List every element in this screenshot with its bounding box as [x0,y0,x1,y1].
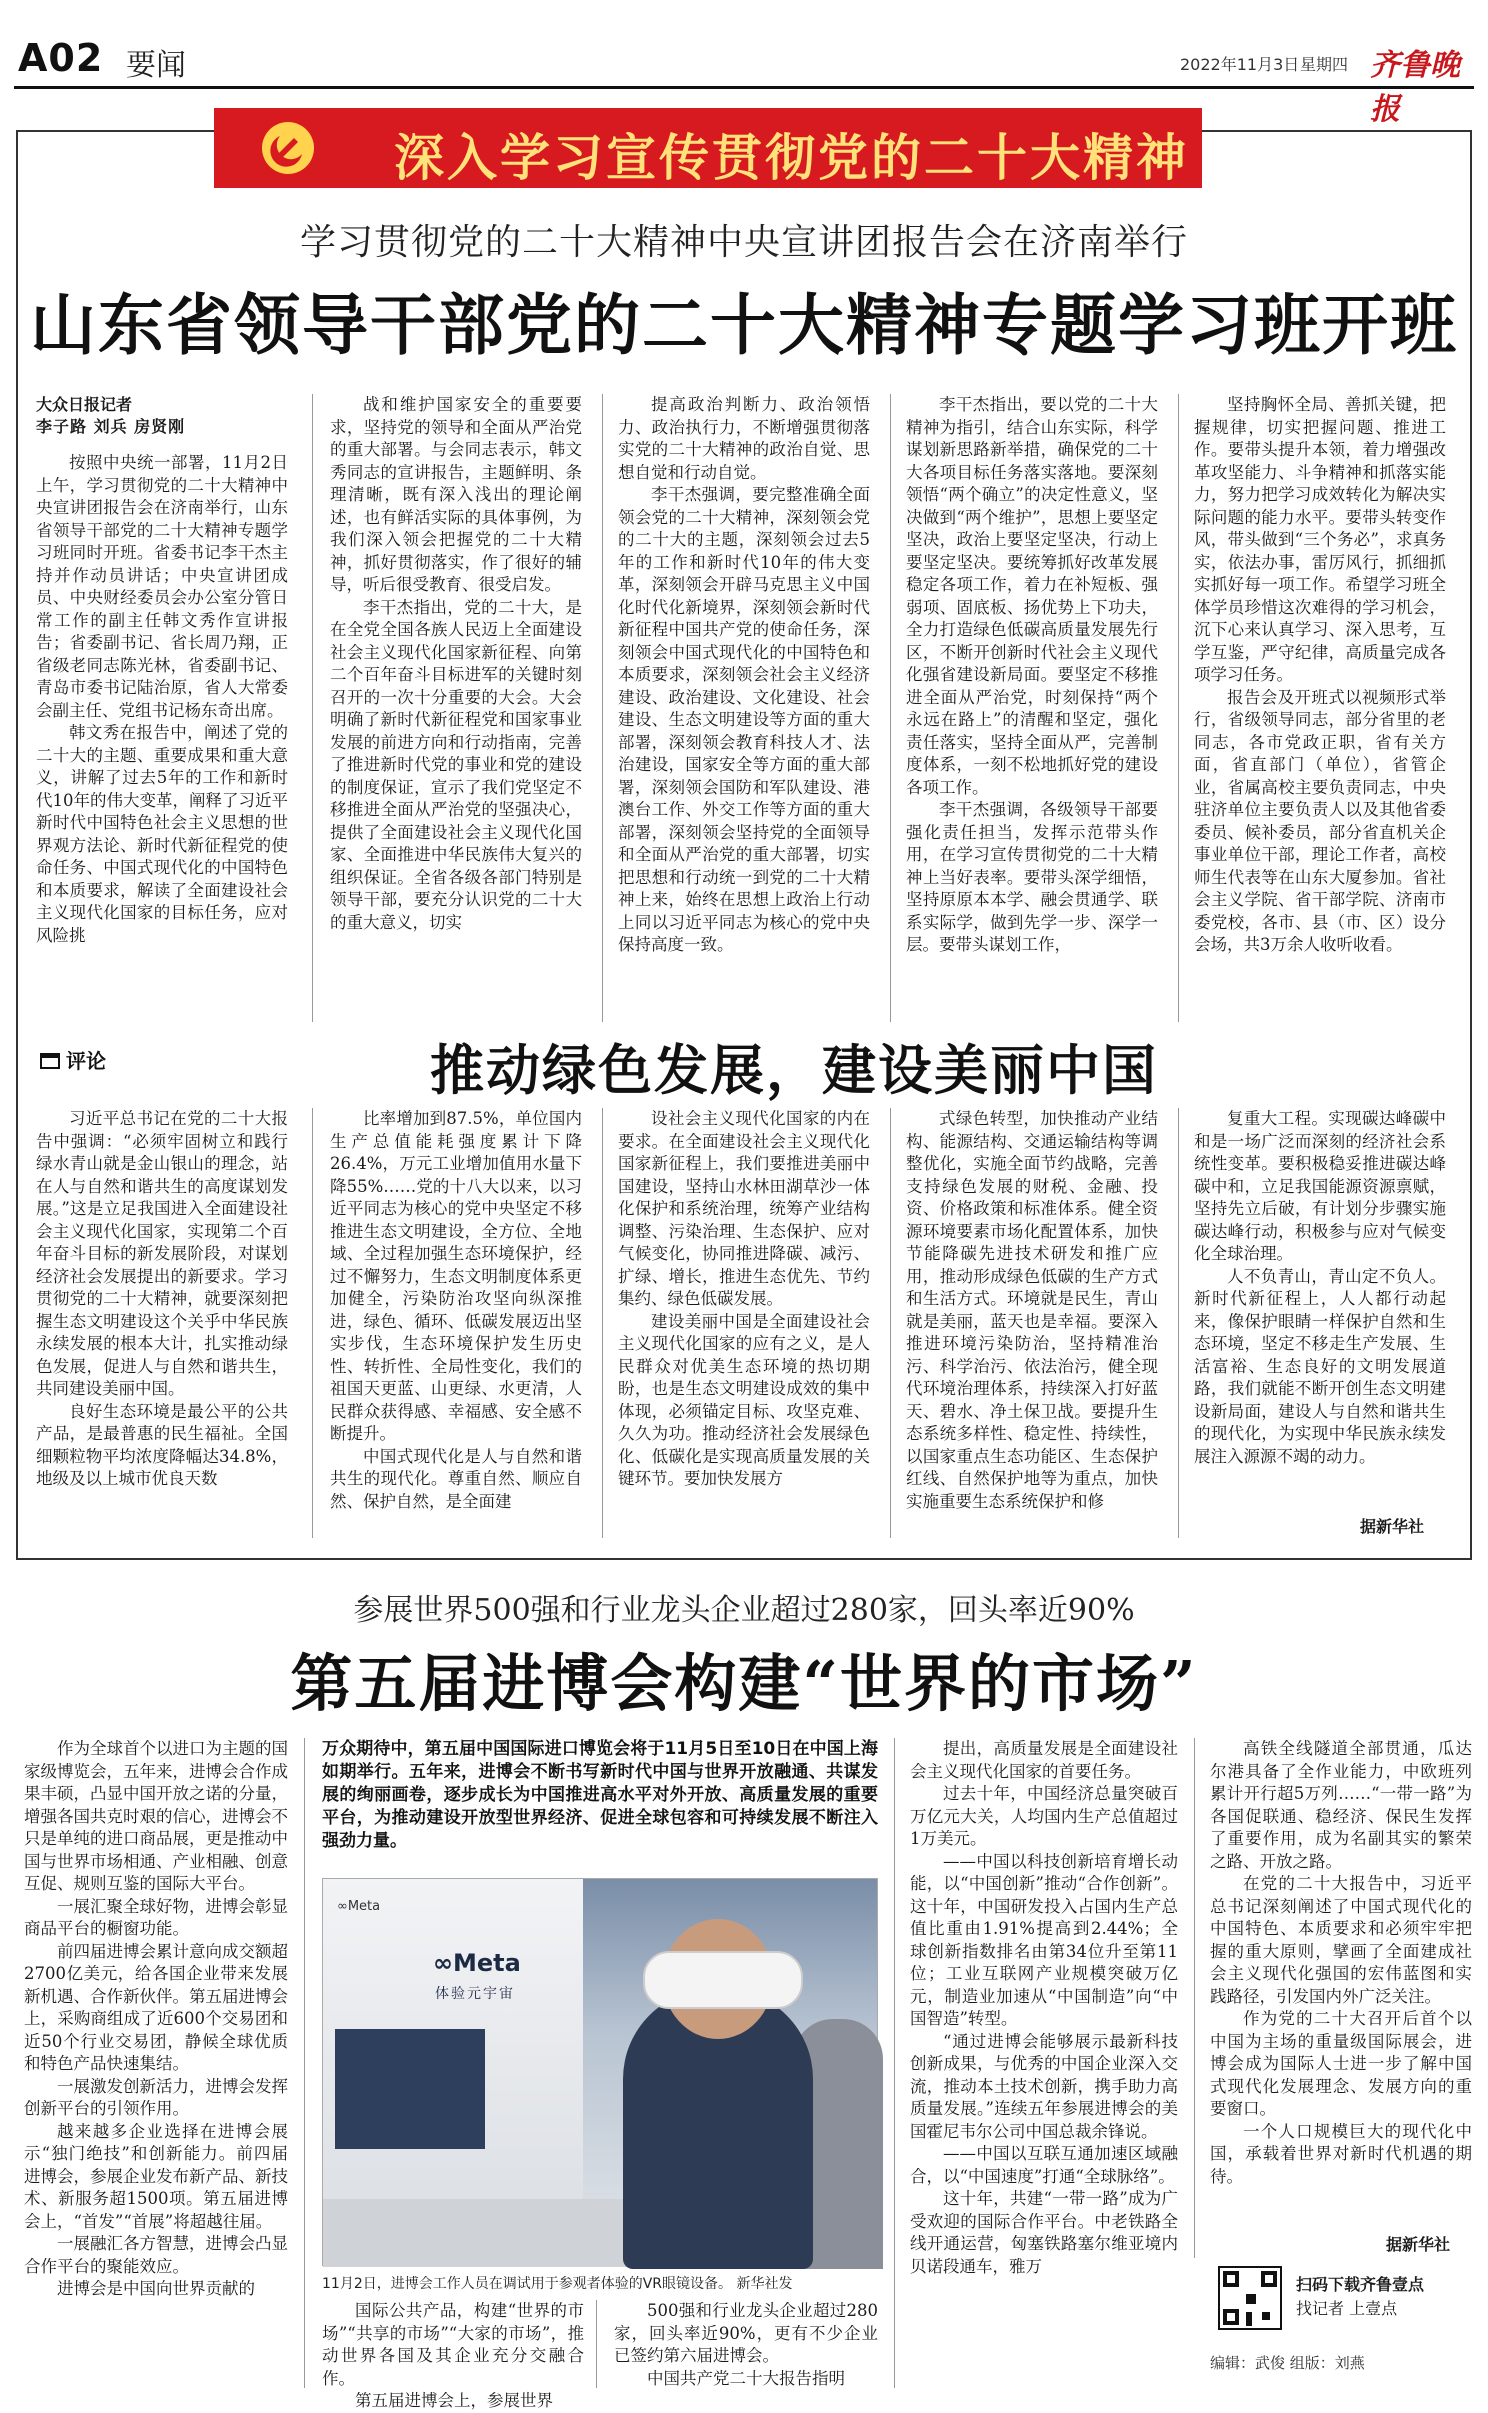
photo-small-logo: ∞Meta [337,1899,381,1914]
vr-headset-icon [643,1951,803,2009]
article3-column-3 [614,2300,878,2390]
paragraph: 第五届进博会上，参展世界 [355,2391,553,2410]
column-divider [894,1738,895,2388]
page-number: A02 [18,36,104,80]
qr-sub-label: 找记者 上壹点 [1296,2299,1398,2318]
paragraph: 越来越多企业选择在进博会展示“独门绝技”和创新能力。前四届进博会，参展企业发布新产品、新技术、新服务超1500项。第五届进博会上，“首发”“首展”将超越往届。 [24,2121,288,2231]
paragraph: 作为党的二十大召开后首个以中国为主场的重量级国际展会，进博会成为国际人士进一步了解中国式现代化发展理念、发展方向的重要窗口。 [1210,2009,1472,2118]
paragraph: 一个人口规模巨大的现代化中国，承载着世界对新时代机遇的期待。 [1210,2121,1472,2186]
article3-headline: 第五届进博会构建“世界的市场” [290,1647,1198,1720]
paragraph: 李干杰强调，各级领导干部要强化责任担当，发挥示范带头作用，在学习宣传贯彻党的二十大精神上当好表率。要带头深学细悟，坚持原原本本学、融会贯通学、联系实际学，做到先学一步、深学一层。要带头谋划工作， [906,800,1158,954]
paragraph: 按照中央统一部署，11月2日上午，学习贯彻党的二十大精神中央宣讲团报告会在济南举行，山东省领导干部党的二十大精神专题学习班同时开班。省委书记李干杰主持并作动员讲话；中央宣讲团成员、中央财经委员会办公室分管日常工作的副主任韩文秀作宣讲报告；省委副书记、省长周乃翔，正省级老同志陈光林，省委副书记、青岛市委书记陆治原，省人大常委会副主任、党组书记杨东奇出席。 [36,453,288,720]
article1-byline [36,394,288,438]
paragraph: 李干杰指出，党的二十大，是在全党全国各族人民迈上全面建设社会主义现代化国家新征程、向第二个百年奋斗目标进军的关键时刻召开的一次十分重要的大会。大会明确了新时代新征程党和国家事业发展的前进方向和行动指南，完善了推进新时代党的事业和党的建设的制度保证，宣示了我们党坚定不移推进全面从严治党的坚强决心，提供了全面建设社会主义现代化国家、全面推进中华民族伟大复兴的组织保证。全省各级各部门特别是领导干部，要充分认识党的二十大的重大意义，切实 [330,597,582,932]
article1-column-5 [1194,394,1446,1024]
paragraph: 这十年，共建“一带一路”成为广受欢迎的国际合作平台。中老铁路全线开通运营，匈塞铁路塞尔维亚境内贝诺段通车，雅万 [910,2189,1178,2276]
article2-column-5 [1194,1108,1446,1512]
paragraph: 建设美丽中国是全面建设社会主义现代化国家的应有之义，是人民群众对优美生态环境的热切期盼，也是生态文明建设成效的集中体现，必须锚定目标、攻坚克难、久久为功。推动经济社会发展绿色化、低碳化是实现高质量发展的关键环节。要加快发展方 [618,1311,870,1488]
column-divider [890,394,891,1022]
qr-dot [1246,2312,1252,2326]
paragraph: ——中国以科技创新培育增长动能，以“中国创新”推动“合作创新”。这十年，中国研发投入占国内生产总值比重由1.91%提高到2.44%；全球创新指数排名由第34位升至第11位；工业互联网产业规模突破万亿元，制造业加速从“中国制造”向“中国智造”转型。 [910,1851,1178,2028]
article1-column-1 [36,394,288,1024]
paragraph: ——中国以互联互通加速区域融合，以“中国速度”打通“全球脉络”。 [910,2144,1178,2186]
article1-column-1-text [36,452,288,947]
paragraph: 提出，高质量发展是全面建设社会主义现代化国家的首要任务。 [910,1739,1178,1781]
article2-column-1 [36,1108,288,1532]
theme-banner [214,108,1202,188]
byline-names: 李子路 刘兵 房贤刚 [36,417,186,436]
photo-display-screen [335,2029,485,2149]
article3-column-5 [1210,1738,1472,2232]
qr-dot [1246,2294,1256,2304]
article3-column-1 [24,1738,288,2388]
paragraph: 战和维护国家安全的重要要求，坚持党的领导和全面从严治党的重大部署。与会同志表示，韩文秀同志的宣讲报告，主题鲜明、条理清晰，既有深入浅出的理论阐述，也有鲜活实际的具体事例，为我们深入领会把握党的二十大精神，抓好贯彻落实，作了很好的辅导，听后很受教育、很受启发。 [330,395,582,594]
byline-org: 大众日报记者 [36,395,133,414]
column-divider [602,1108,603,1538]
page-header [0,0,1488,127]
paragraph: “通过进博会能够展示最新科技创新成果，与优秀的中国企业深入交流，推动本土技术创新，携手助力高质量发展。”连续五年参展进博会的美国霍尼韦尔公司中国总裁余锋说。 [910,2031,1178,2141]
column-divider [1194,1738,1195,2258]
article2-column-2 [330,1108,582,1532]
commentary-label-text: 评论 [66,1049,106,1073]
commentary-icon [40,1053,60,1069]
qr-corner [1261,2271,1277,2287]
paragraph: 比率增加到87.5%，单位国内生产总值能耗强度累计下降26.4%，万元工业增加值用水量下降55%……党的十八大以来，以习近平同志为核心的党中央坚定不移推进生态文明建设，全方位、全地域、全过程加强生态环境保护，经过不懈努力，生态文明制度体系更加健全，污染防治攻坚向纵深推进，绿色、循环、低碳发展迈出坚实步伐，生态环境保护发生历史性、转折性、全局性变化，我们的祖国天更蓝、山更绿、水更清，人民群众获得感、幸福感、安全感不断提升。 [330,1109,582,1443]
commentary-label [40,1045,106,1074]
paragraph: 一展融汇各方智慧，进博会凸显合作平台的聚能效应。 [24,2234,288,2276]
column-divider [1178,394,1179,1022]
paragraph: 式绿色转型，加快推动产业结构、能源结构、交通运输结构等调整优化，实施全面节约战略，完善支持绿色发展的财税、金融、投资、价格政策和标准体系。健全资源环境要素市场化配置体系，加快节能降碳先进技术研发和推广应用，推动形成绿色低碳的生产方式和生活方式。环境就是民生，青山就是美丽，蓝天也是幸福。要深入推进环境污染防治，坚持精准治污、科学治污、依法治污，健全现代环境治理体系，持续深入打好蓝天、碧水、净土保卫战。要提升生态系统多样性、稳定性、持续性，以国家重点生态功能区、生态保护红线、自然保护地等为重点，加快实施重要生态系统保护和修 [906,1109,1158,1511]
article3-lead: 万众期待中，第五届中国国际进口博览会将于11月5日至10日在中国上海如期举行。五年来，进博会不断书写新时代中国与世界开放融通、共谋发展的绚丽画卷，逐步成长为中国推进高水平对外开放、高质量发展的重要平台，为推动建设开放型世界经济、促进全球包容和可持续发展不断注入强劲力量。 [322,1739,878,1851]
paragraph: 设社会主义现代化国家的内在要求。在全面建设社会主义现代化国家新征程上，我们要推进美丽中国建设，坚持山水林田湖草沙一体化保护和系统治理，统筹产业结构调整、污染治理、生态保护、应对气候变化，协同推进降碳、减污、扩绿、增长，推进生态优先、节约集约、绿色低碳发展。 [618,1109,870,1308]
header-rule [14,86,1474,89]
qr-code-icon[interactable] [1218,2266,1282,2330]
issue-weekday: 星期四 [1300,55,1349,74]
article1-kicker: 学习贯彻党的二十大精神中央宣讲团报告会在济南举行 [299,222,1188,263]
masthead-logo: 齐鲁晚报 [1370,48,1460,127]
article3-column-2 [322,2300,584,2410]
paragraph: 良好生态环境是最公平的公共产品，是最普惠的民生福祉。全国细颗粒物平均浓度降幅达34.8%，地级及以上城市优良天数 [36,1401,288,1488]
article2-headline: 推动绿色发展，建设美丽中国 [430,1038,1158,1102]
paragraph: 坚持胸怀全局、善抓关键，把握规律，切实把握问题、推进工作。要带头提升本领，着力增强改革攻坚能力、斗争精神和抓落实能力，努力把学习成效转化为解决实际问题的能力水平。要带头转变作风，带头做到“三个务必”，求真务实，依法办事，雷厉风行，抓细抓实抓好每一项工作。希望学习班全体学员珍惜这次难得的学习机会，沉下心来认真学习、深入思考，互学互鉴，严守纪律，高质量完成各项学习任务。 [1194,395,1446,684]
column-divider [312,1108,313,1538]
article2-column-4 [906,1108,1158,1532]
article3-kicker: 参展世界500强和行业龙头企业超过280家，回头率近90% [353,1593,1135,1628]
paragraph: 中国共产党二十大报告指明 [647,2368,845,2388]
qr-dot [1262,2312,1270,2320]
paragraph: 李干杰强调，要完整准确全面领会党的二十大精神，深刻领会党的二十大的主题，深刻领会过去5年的工作和新时代10年的伟大变革，深刻领会开辟马克思主义中国化时代化新境界，深刻领会新时代新征程中国共产党的使命任务，深刻领会中国式现代化的中国特色和本质要求，深刻领会社会主义经济建设、政治建设、文化建设、社会建设、生态文明建设等方面的重大部署，深刻领会教育科技人才、法治建设，国家安全等方面的重大部署，深刻领会国防和军队建设、港澳台工作、外交工作等方面的重大部署，深刻领会坚持党的全面领导和全面从严治党的重大部署，切实把思想和行动统一到党的二十大精神上来，始终在思想上政治上行动上同以习近平同志为核心的党中央保持高度一致。 [618,485,870,954]
section-name: 要闻 [126,48,186,83]
article3-credit: 据新华社 [1386,2235,1451,2254]
news-photo-vr-demo [322,1878,878,2266]
paragraph: 过去十年，中国经济总量突破百万亿元大关，人均国内生产总值超过1万美元。 [910,1784,1178,1848]
paragraph: 一展激发创新活力，进博会发挥创新平台的引领作用。 [24,2076,288,2118]
article1-column-3 [618,394,870,1024]
paragraph: 李干杰指出，要以党的二十大精神为指引，结合山东实际，科学谋划新思路新举措，确保党的二十大各项目标任务落实落地。要深刻领悟“两个确立”的决定性意义，坚决做到“两个维护”，思想上要坚定坚决，政治上要坚定坚决，行动上要坚定坚决。要统筹抓好改革发展稳定各项工作，着力在补短板、强弱项、固底板、扬优势上下功夫，全力打造绿色低碳高质量发展先行区，不断开创新时代社会主义现代化强省建设新局面。要坚定不移推进全面从严治党，时刻保持“两个永远在路上”的清醒和坚定，强化责任落实，坚持全面从严，完善制度体系，一刻不松地抓好党的建设各项工作。 [906,395,1158,797]
paragraph: 在党的二十大报告中，习近平总书记深刻阐述了中国式现代化的中国特色、本质要求和必须牢牢把握的重大原则，擘画了全面建成社会主义现代化强国的宏伟蓝图和实践路径，引发国内外广泛关注。 [1210,1874,1472,2006]
column-divider [602,394,603,1022]
article2-column-3 [618,1108,870,1532]
paragraph: 报告会及开班式以视频形式举行，省级领导同志，部分省里的老同志，各市党政正职，省有关方面，省直部门（单位），省管企业，省属高校主要负责同志，中央驻济单位主要负责人以及其他省委委员、候补委员，部分省直机关企事业单位干部，理论工作者，高校师生代表等在山东大厦参加。省社会主义学院、省干部学院、济南市委党校，各市、县（市、区）设分会场，共3万余人收听收看。 [1194,687,1446,954]
paragraph: 高铁全线隧道全部贯通，瓜达尔港具备了全作业能力，中欧班列累计开行超5万列……“一带一路”为各国促联通、稳经济、保民生发挥了重要作用，成为名副其实的繁荣之路、开放之路。 [1210,1739,1472,1871]
column-divider [596,2300,597,2388]
paragraph: 前四届进博会累计意向成交额超2700亿美元，给各国企业带来发展新机遇、合作新伙伴。第五届进博会上，采购商组成了近600个交易团和近50个行业交易团，静候全球优质和特色产品快速集结。 [24,1941,288,2073]
article1-column-4 [906,394,1158,1024]
paragraph: 国际公共产品，构建“世界的市场”“共享的市场”“大家的市场”，推动世界各国及其企业充分交融合作。 [322,2301,584,2388]
paragraph: 进博会是中国向世界贡献的 [57,2279,255,2298]
column-divider [1178,1108,1179,1538]
paragraph: 中国式现代化是人与自然和谐共生的现代化。尊重自然、顺应自然、保护自然，是全面建 [330,1446,582,1511]
paragraph: 韩文秀在报告中，阐述了党的二十大的主题、重要成果和重大意义，讲解了过去5年的工作和新时代10年的伟大变革，阐释了习近平新时代中国特色社会主义思想的世界观方法论、新时代新征程党的使命任务、中国式现代化的中国特色和本质要求，解读了全面建设社会主义现代化国家的目标任务，应对风险挑 [36,723,288,945]
photo-caption: 11月2日，进博会工作人员在调试用于参观者体验的VR眼镜设备。 新华社发 [322,2276,793,2292]
article2-credit: 据新华社 [1360,1517,1425,1536]
photo-subtitle: 体验元宇宙 [435,1986,515,2002]
column-divider [890,1108,891,1538]
paragraph: 人不负青山，青山定不负人。新时代新征程上，人人都行动起来，像保护眼睛一样保护自然和生态环境，坚定不移走生产发展、生活富裕、生态良好的文明发展道路，我们就能不断开创生态文明建设新局面，建设人与自然和谐共生的现代化，为实现中华民族永续发展注入源源不竭的动力。 [1194,1266,1446,1466]
paragraph: 复重大工程。实现碳达峰碳中和是一场广泛而深刻的经济社会系统性变革。要积极稳妥推进碳达峰碳中和，立足我国能源资源禀赋，坚持先立后破，有计划分步骤实施碳达峰行动，积极参与应对气候变化全球治理。 [1194,1109,1446,1263]
column-divider [304,1738,305,2388]
paragraph: 一展汇聚全球好物，进博会彰显商品平台的橱窗功能。 [24,1896,288,1938]
article3-column-4 [910,1738,1178,2388]
paragraph: 提高政治判断力、政治领悟力、政治执行力，不断增强贯彻落实党的二十大精神的政治自觉、思想自觉和行动自觉。 [618,395,870,482]
paragraph: 500强和行业龙头企业超过280家，回头率近90%，更有不少企业已签约第六届进博会。 [614,2301,878,2365]
issue-date: 2022年11月3日 [1180,55,1300,74]
article1-column-2 [330,394,582,1024]
qr-corner [1223,2271,1239,2287]
qr-corner [1223,2309,1239,2325]
paragraph: 作为全球首个以进口为主题的国家级博览会，五年来，进博会合作成果丰硕，凸显中国开放之诺的分量，增强各国共克时艰的信心，进博会不只是单纯的进口商品展，更是推动中国与世界市场相通、产业相融、创意互促、规则互鉴的国际大平台。 [24,1739,288,1893]
qr-label: 扫码下载齐鲁壹点 [1296,2275,1425,2294]
party-emblem-icon [260,120,316,176]
article1-headline: 山东省领导干部党的二十大精神专题学习班开班 [30,286,1458,364]
photo-brand: ∞Meta [433,1949,521,1977]
banner-title: 深入学习宣传贯彻党的二十大精神 [394,128,1189,187]
paragraph: 习近平总书记在党的二十大报告中强调：“必须牢固树立和践行绿水青山就是金山银山的理念，站在人与自然和谐共生的高度谋划发展。”这是立足我国进入全面建设社会主义现代化国家，实现第二个百年奋斗目标的新发展阶段，对谋划经济社会发展提出的新要求。学习贯彻党的二十大精神，就要深刻把握生态文明建设这个关乎中华民族永续发展的根本大计，扎实推动绿色发展，促进人与自然和谐共生，共同建设美丽中国。 [36,1109,288,1398]
column-divider [312,394,313,1022]
editor-credit: 编辑：武俊 组版：刘燕 [1210,2354,1365,2372]
